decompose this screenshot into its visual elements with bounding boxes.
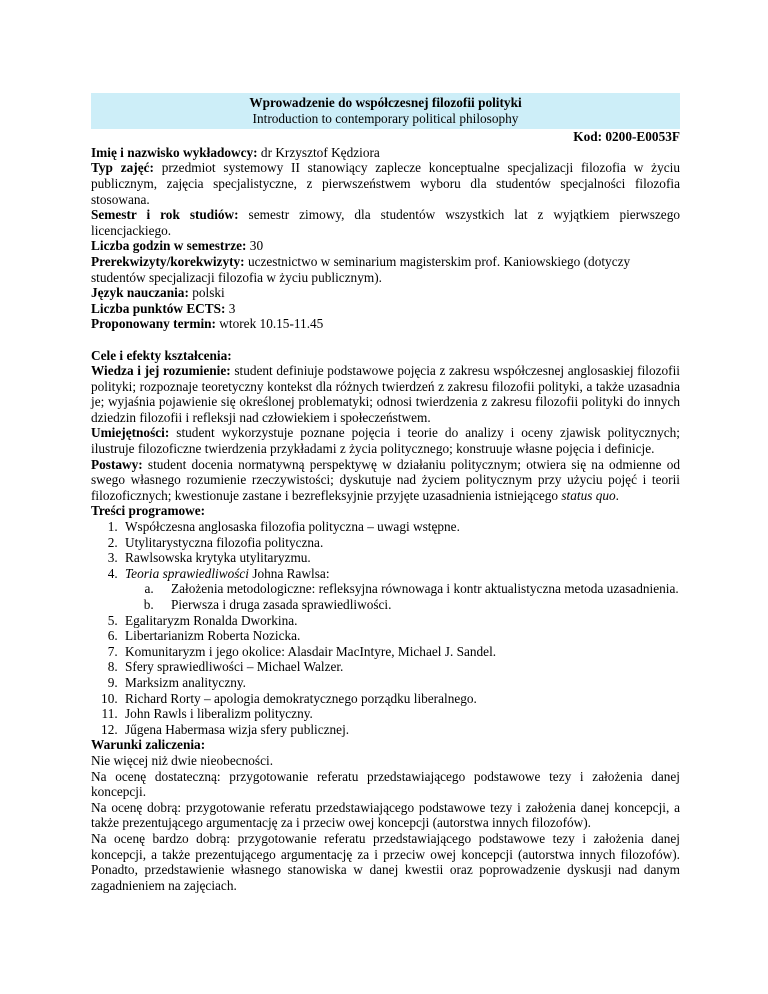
- spacer: [91, 332, 680, 348]
- list-item: [121, 566, 680, 613]
- grading-heading: [91, 737, 680, 753]
- goals-italic-text: status quo: [561, 487, 616, 503]
- goals-text: student wykorzystuje poznane pojęcia i teorie do analizy i oceny zjawisk politycznych; ilustruje filozoficzne twierdzenia przykładami z życia politycznego; konstruuje własne pojęcia i definicje.: [91, 425, 680, 457]
- course-title-box: [91, 93, 680, 129]
- list-item: 2. Utylitarystyczna filozofia polityczna.: [121, 535, 680, 551]
- info-value: uczestnictwo w seminarium magisterskim prof. Kaniowskiego (dotyczy studentów specjalizacji filozofia w życiu publicznym).: [91, 253, 631, 285]
- info-ects: [91, 301, 680, 317]
- sublist-item: b. Pierwsza i druga zasada sprawiedliwości.: [157, 597, 680, 613]
- list-item: 11. John Rawls i liberalizm polityczny.: [121, 706, 680, 722]
- goals-attitudes: [91, 457, 680, 504]
- info-value: semestr zimowy, dla studentów wszystkich lat z wyjątkiem pierwszego licencjackiego.: [91, 207, 681, 238]
- section-heading: Treści programowe:: [91, 503, 206, 519]
- info-label: Semestr i rok studiów:: [91, 207, 239, 223]
- info-value: przedmiot systemowy II stanowiący zaplecze konceptualne specjalizacji filozofia w życiu publicznym, zajęcia specjalistyczne, z pierwszeństwem wyboru dla studentów specjalności filozofia stosowana.: [91, 160, 680, 207]
- course-title-pl: Wprowadzenie do współczesnej filozofii polityki: [249, 95, 522, 110]
- info-label: Typ zajęć:: [91, 160, 154, 176]
- goals-label: Postawy:: [91, 456, 143, 472]
- goals-skills: [91, 425, 680, 456]
- info-value: 30: [246, 238, 264, 254]
- list-item: 10. Richard Rorty – apologia demokratycznego porządku liberalnego.: [121, 691, 680, 707]
- goals-label: Umiejętności:: [91, 425, 170, 441]
- list-item: 6. Libertarianizm Roberta Nozicka.: [121, 628, 680, 644]
- list-item-text: Johna Rawlsa:: [249, 565, 330, 581]
- list-item: 5. Egalitaryzm Ronalda Dworkina.: [121, 613, 680, 629]
- goals-text: student docenia normatywną perspektywę w działaniu politycznym; otwiera się na odmienne od swego własnego rozumienie rzeczywistości; dyskutuje nad życiem politycznym przy użyciu pojęć i teorii filozoficznych; kwestionuje zastane i bezrefleksyjnie przyjęte uzasadnienia istniejącego: [91, 456, 680, 503]
- info-hours: [91, 238, 680, 254]
- info-term: [91, 316, 680, 332]
- info-lecturer: [91, 145, 680, 161]
- program-sublist: [125, 581, 680, 612]
- goals-heading: [91, 348, 680, 364]
- info-value: wtorek 10.15-11.45: [215, 316, 324, 332]
- section-heading: Cele i efekty kształcenia:: [91, 347, 232, 363]
- info-prerequisites: [91, 254, 680, 285]
- list-item-italic: Teoria sprawiedliwości: [125, 565, 250, 581]
- goals-text-end: .: [615, 487, 619, 503]
- list-item: 12. Jűgena Habermasa wizja sfery publicznej.: [121, 722, 680, 738]
- info-label: Prerekwizyty/korekwizyty:: [91, 253, 245, 269]
- section-heading: Warunki zaliczenia:: [91, 737, 206, 753]
- info-label: Liczba godzin w semestrze:: [91, 238, 247, 254]
- list-item: 9. Marksizm analityczny.: [121, 675, 680, 691]
- info-label: Język nauczania:: [91, 285, 189, 301]
- info-label: Liczba punktów ECTS:: [91, 300, 226, 316]
- course-code: Kod: 0200-E0053F: [573, 129, 680, 145]
- info-value: polski: [188, 285, 225, 301]
- list-item: 3. Rawlsowska krytyka utylitaryzmu.: [121, 550, 680, 566]
- list-item: 7. Komunitaryzm i jego okolice: Alasdair MacIntyre, Michael J. Sandel.: [121, 644, 680, 660]
- info-semester: [91, 207, 680, 238]
- grading-line: Na ocenę dobrą: przygotowanie referatu przedstawiającego podstawowe tezy i założenia danej koncepcji, a także prezentującego argumentację za i przeciw owej koncepcji (autorstwa innych filozofów).: [91, 799, 680, 831]
- sublist-item: a. Założenia metodologiczne: refleksyjna równowaga i kontr aktualistyczna metoda uzasadnienia.: [157, 581, 680, 597]
- info-label: Imię i nazwisko wykładowcy:: [91, 144, 258, 160]
- grading-line: Nie więcej niż dwie nieobecności.: [91, 752, 274, 768]
- list-item: 8. Sfery sprawiedliwości – Michael Walzer.: [121, 659, 680, 675]
- info-language: [91, 285, 680, 301]
- goals-knowledge: [91, 363, 680, 425]
- info-value: 3: [225, 300, 236, 316]
- document-page: [91, 93, 680, 893]
- list-item: 1. Współczesna anglosaska filozofia polityczna – uwagi wstępne.: [121, 519, 680, 535]
- program-list: [91, 519, 680, 737]
- course-title-en: Introduction to contemporary political philosophy: [252, 110, 519, 126]
- grading-line: Na ocenę bardzo dobrą: przygotowanie referatu przedstawiającego podstawowe tezy i założenia danej koncepcji, a także prezentującego argumentację za i przeciw owej koncepcji (autorstwa innych filozofów). Ponadto, przedstawienie własnego stanowiska w danej kwestii oraz poprowadzenie dyskusji nad danym zagadnieniem na zajęciach.: [91, 830, 680, 893]
- info-course-type: [91, 160, 680, 207]
- goals-label: Wiedza i jej rozumienie:: [91, 363, 231, 379]
- goals-text: student definiuje podstawowe pojęcia z zakresu współczesnej anglosaskiej filozofii polityki; rozpoznaje teoretyczny kontekst dla różnych twierdzeń z zakresu filozofii polityki, a także uzasadnia je; wyjaśnia pojawienie się określonej problematyki; odnosi twierdzenia z zakresu filozofii polityki do innych dziedzin filozofii i refleksji nad człowiekiem i społeczeństwem.: [91, 363, 680, 425]
- program-heading: [91, 503, 680, 519]
- grading-line: Na ocenę dostateczną: przygotowanie referatu przedstawiającego podstawowe tezy i założenia danej koncepcji.: [91, 768, 680, 800]
- info-label: Proponowany termin:: [91, 316, 216, 332]
- info-value: dr Krzysztof Kędziora: [257, 144, 380, 160]
